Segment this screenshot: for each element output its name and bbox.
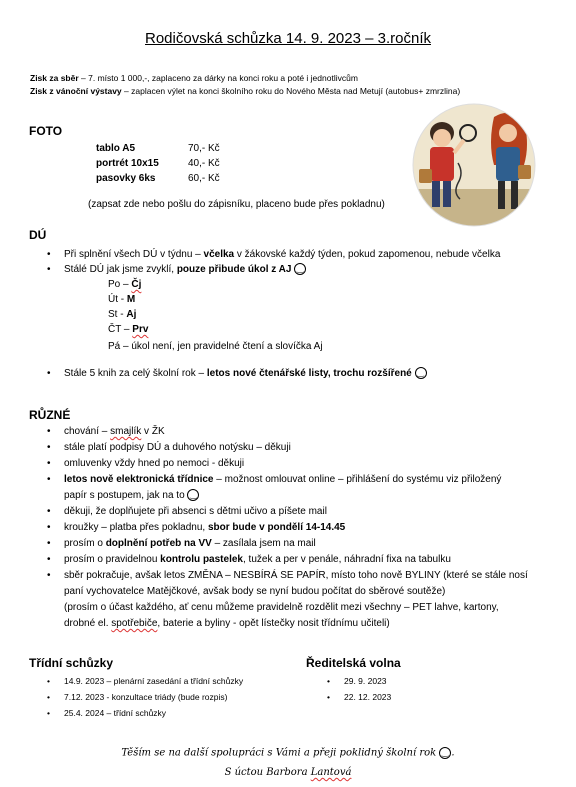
foto-note: (zapsat zde nebo pošlu do zápisníku, placeno bude přes pokladnu) (88, 199, 385, 210)
list-item: • omluvenky vždy hned po nemoci - děkuji (44, 456, 569, 472)
smiley-icon: ‿ (415, 367, 427, 379)
list-item: • stále platí podpisy DÚ a duhového notýsku – děkuji (44, 440, 569, 456)
day-row: ČT – Prv (108, 324, 149, 335)
list-item: • chování – smajlík v ŽK (44, 424, 569, 440)
foto-price-1: 70,- Kč (188, 143, 220, 154)
foto-item-3: pasovky 6ks (96, 173, 156, 184)
foto-item-1: tablo A5 (96, 143, 136, 154)
list-item: • Stále 5 knih za celý školní rok – letos nové čtenářské listy, trochu rozšířené ‿ (44, 366, 564, 381)
du-list (44, 247, 564, 277)
intro-line-1: Zisk za sběr – 7. místo 1 000,-, zaplaceno za dárky na konci roku a poté i jednotlivcům (30, 73, 358, 83)
list-item: • letos nově elektronická třídnice – možnost omlouvat online – přihlášení do systému viz přiložený papír s postupem, jak na to ‿ (44, 472, 569, 504)
list-item: • 25.4. 2024 – třídní schůzky (44, 705, 304, 721)
day-row: Út - M (108, 294, 136, 305)
smiley-icon: ‿ (187, 489, 199, 501)
foto-price-2: 40,- Kč (188, 158, 220, 169)
children-illustration (412, 103, 536, 227)
list-item: • Při splnění všech DÚ v týdnu – včelka v žákovské každý týden, pokud zapomenou, nebude včelka (44, 247, 564, 262)
list-item: • Stálé DÚ jak jsme zvyklí, pouze přibude úkol z AJ ‿ (44, 262, 564, 277)
list-item: • sběr pokračuje, avšak letos ZMĚNA – NESBÍRÁ SE PAPÍR, místo toho nově BYLINY (které se stále nosí paní vychovatelce Matějčkové, avšak body se nyní budou počítat do sběrové soutěže) (prosím o účast každého, ať cenu můžeme pravidelně rozdělit mezi všechny – PET lahve, kartony, drobné el. spotřebiče, baterie a byliny - opět lístečky nosit třídnímu učiteli) (44, 568, 569, 632)
du-days (108, 277, 323, 354)
list-item: • kroužky – platba přes pokladnu, sbor bude v pondělí 14-14.45 (44, 520, 569, 536)
list-item: • děkuji, že doplňujete při absenci s dětmi učivo a píšete mail (44, 504, 569, 520)
intro-line-2: Zisk z vánoční výstavy – zaplacen výlet na konci školního roku do Nového Města nad Metují (autobus+ zmrzlina) (30, 86, 461, 96)
day-row: Pá – úkol není, jen pravidelné čtení a slovíčka Aj (108, 341, 323, 352)
foto-heading: FOTO (29, 124, 63, 138)
list-item: • prosím o pravidelnou kontrolu pastelek, tužek a per v penále, náhradní fixa na tabulku (44, 552, 569, 568)
closing-line-1: Těším se na další spolupráci s Vámi a přeji poklidný školní rok ‿ . (121, 747, 455, 759)
reditelska-heading: Ředitelská volna (306, 656, 401, 670)
du-list-2 (44, 366, 564, 381)
list-item: • 7.12. 2023 - konzultace triády (bude rozpis) (44, 689, 304, 705)
foto-prices (188, 141, 220, 186)
reditelska-list (324, 673, 524, 705)
list-item: • 14.9. 2023 – plenární zasedání a třídní schůzky (44, 673, 304, 689)
tridni-heading: Třídní schůzky (29, 656, 114, 670)
day-row: Po – Čj (108, 279, 142, 290)
ruzne-list (44, 424, 569, 632)
day-row: St - Aj (108, 309, 137, 320)
smiley-icon: ‿ (294, 263, 306, 275)
list-item: • 29. 9. 2023 (324, 673, 524, 689)
tridni-list (44, 673, 304, 721)
page-title: Rodičovská schůzka 14. 9. 2023 – 3.ročník (145, 30, 431, 47)
foto-item-2: portrét 10x15 (96, 158, 159, 169)
du-heading: DÚ (29, 228, 47, 242)
closing-line-2: S úctou Barbora Lantová (224, 767, 352, 778)
intro (30, 72, 560, 98)
list-item: • prosím o doplnění potřeb na VV – zasílala jsem na mail (44, 536, 569, 552)
foto-price-3: 60,- Kč (188, 173, 220, 184)
ruzne-heading: RŮZNÉ (29, 408, 71, 422)
foto-items (96, 141, 159, 186)
list-item: • 22. 12. 2023 (324, 689, 524, 705)
smiley-icon: ‿ (439, 747, 451, 759)
